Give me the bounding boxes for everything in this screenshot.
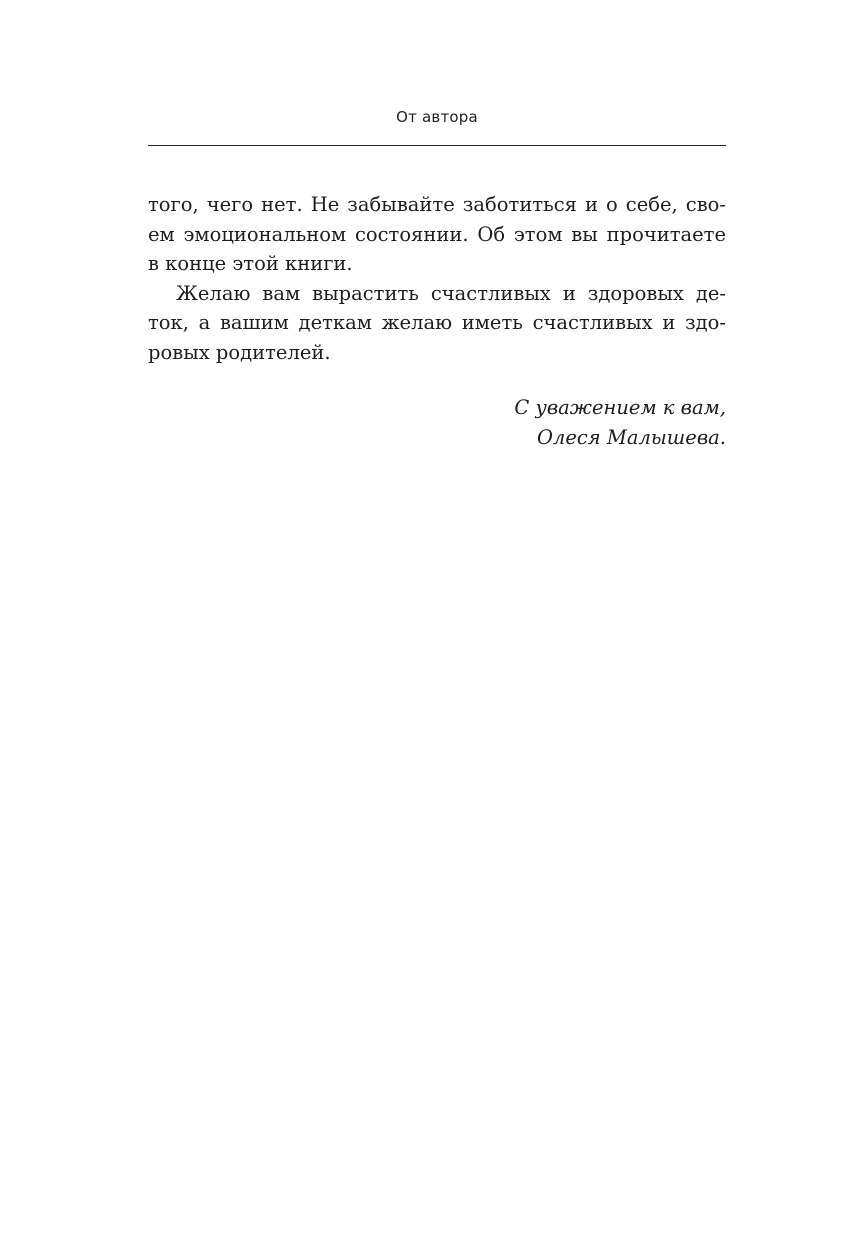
text-line: ровых родителей. <box>148 340 331 364</box>
signature-block <box>148 393 726 452</box>
running-header-title: От автора <box>396 108 478 126</box>
text-line: того, чего нет. Не забывайте заботиться и о себе, сво- <box>148 193 726 216</box>
signature-closing: С уважением к вам, <box>514 396 726 419</box>
paragraph-2 <box>148 279 726 368</box>
text-line: ток, а вашим деткам желаю иметь счастливых и здо- <box>148 311 726 334</box>
text-line: Желаю вам вырастить счастливых и здоровых де- <box>176 281 726 305</box>
header-rule <box>148 145 726 146</box>
body-text <box>148 190 726 367</box>
signature-author: Олеся Малышева. <box>536 425 726 449</box>
text-line: в конце этой книги. <box>148 252 353 275</box>
paragraph-1 <box>148 190 726 279</box>
text-line: ем эмоциональном состоянии. Об этом вы прочитаете <box>148 222 726 246</box>
